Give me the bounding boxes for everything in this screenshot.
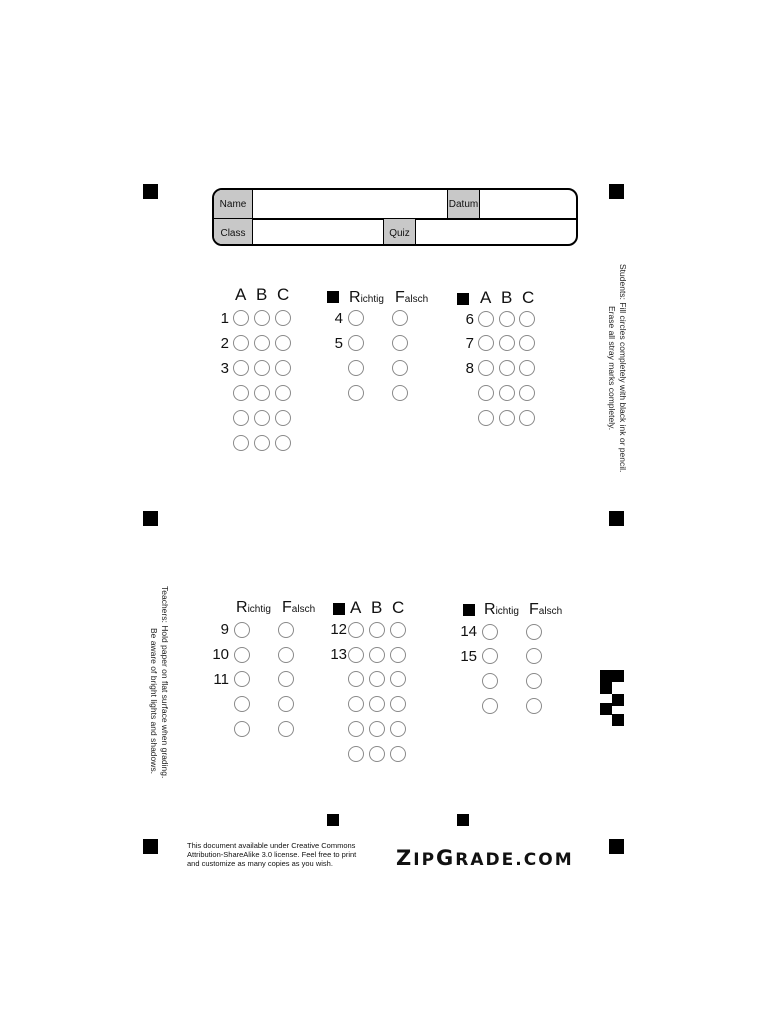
answer-bubble[interactable] — [348, 721, 364, 737]
choice-c-label: C — [522, 288, 535, 307]
question-number: 6 — [465, 311, 474, 328]
quiz-label: Quiz — [384, 219, 416, 246]
answer-bubble[interactable] — [348, 746, 364, 762]
richtig-rest: ichtig — [495, 606, 519, 617]
question-number: 11 — [213, 671, 229, 688]
datum-label: Datum — [448, 190, 480, 218]
section-mark — [327, 291, 339, 303]
answer-bubble[interactable] — [478, 385, 494, 401]
choice-a-label: A — [480, 288, 492, 307]
quiz-field[interactable] — [416, 219, 576, 246]
falsch-rest: alsch — [291, 604, 316, 615]
richtig-bubble[interactable] — [482, 673, 498, 689]
richtig-bubble[interactable] — [348, 360, 364, 376]
registration-mark — [609, 511, 624, 526]
falsch-bubble[interactable] — [392, 335, 408, 351]
id-pattern-mark — [612, 670, 624, 682]
answer-bubble[interactable] — [369, 647, 385, 663]
question-number: 9 — [220, 621, 229, 638]
answer-bubble[interactable] — [499, 311, 515, 327]
student-instructions-line2: Erase all stray marks completely. — [607, 306, 617, 431]
answer-bubble[interactable] — [254, 385, 270, 401]
richtig-bubble[interactable] — [482, 698, 498, 714]
question-number: 12 — [330, 621, 347, 638]
falsch-rest: alsch — [538, 606, 563, 617]
richtig-bubble[interactable] — [348, 385, 364, 401]
richtig-bubble[interactable] — [234, 647, 250, 663]
answer-bubble[interactable] — [499, 385, 515, 401]
class-field[interactable] — [253, 219, 384, 246]
registration-mark — [143, 839, 158, 854]
answer-bubble[interactable] — [478, 311, 494, 327]
id-pattern-mark — [600, 670, 612, 682]
answer-bubble[interactable] — [519, 311, 535, 327]
choice-a-label: A — [350, 598, 362, 617]
answer-bubble[interactable] — [519, 360, 535, 376]
zipgrade-logo: ZIPGRADE.COM — [396, 846, 574, 870]
answer-bubble[interactable] — [390, 622, 406, 638]
name-field[interactable] — [253, 190, 448, 218]
question-number: 10 — [212, 646, 229, 663]
falsch-header — [395, 289, 428, 307]
section-mark — [457, 293, 469, 305]
falsch-header — [529, 601, 562, 619]
richtig-initial: R — [484, 601, 496, 618]
falsch-bubble[interactable] — [392, 360, 408, 376]
choice-b-label: B — [371, 598, 383, 617]
answer-bubble[interactable] — [254, 410, 270, 426]
answer-bubble[interactable] — [254, 435, 270, 451]
falsch-initial: F — [529, 601, 539, 618]
answer-bubble[interactable] — [390, 696, 406, 712]
choice-b-label: B — [256, 285, 268, 304]
richtig-bubble[interactable] — [348, 310, 364, 326]
richtig-initial: R — [349, 289, 361, 306]
falsch-bubble[interactable] — [392, 310, 408, 326]
answer-bubble[interactable] — [348, 622, 364, 638]
name-label: Name — [214, 190, 253, 218]
answer-bubble[interactable] — [390, 746, 406, 762]
answer-bubble[interactable] — [519, 410, 535, 426]
info-row-2 — [214, 219, 576, 246]
registration-mark — [143, 511, 158, 526]
falsch-bubble[interactable] — [526, 698, 542, 714]
choice-c-label: C — [392, 598, 405, 617]
richtig-bubble[interactable] — [348, 335, 364, 351]
answer-bubble[interactable] — [499, 360, 515, 376]
question-number: 2 — [220, 335, 229, 352]
answer-bubble[interactable] — [478, 335, 494, 351]
question-number: 5 — [334, 335, 343, 352]
question-number: 13 — [330, 646, 347, 663]
richtig-bubble[interactable] — [482, 648, 498, 664]
info-row-1 — [214, 190, 576, 220]
answer-bubble[interactable] — [478, 410, 494, 426]
answer-bubble[interactable] — [275, 410, 291, 426]
richtig-header — [236, 599, 271, 617]
answer-bubble[interactable] — [275, 335, 291, 351]
richtig-rest: ichtig — [360, 294, 384, 305]
falsch-bubble[interactable] — [278, 671, 294, 687]
question-number: 3 — [220, 360, 229, 377]
question-number: 8 — [465, 360, 474, 377]
answer-bubble[interactable] — [254, 360, 270, 376]
section-mark — [457, 814, 469, 826]
answer-bubble[interactable] — [233, 335, 249, 351]
student-info-box — [212, 188, 578, 246]
question-number: 4 — [334, 310, 343, 327]
answer-bubble[interactable] — [519, 385, 535, 401]
falsch-initial: F — [282, 599, 292, 616]
answer-bubble[interactable] — [254, 335, 270, 351]
falsch-bubble[interactable] — [278, 622, 294, 638]
answer-bubble[interactable] — [499, 410, 515, 426]
answer-bubble[interactable] — [233, 435, 249, 451]
answer-bubble[interactable] — [233, 360, 249, 376]
answer-bubble[interactable] — [348, 696, 364, 712]
answer-bubble[interactable] — [275, 435, 291, 451]
datum-field[interactable] — [480, 190, 576, 218]
answer-bubble[interactable] — [390, 721, 406, 737]
answer-bubble[interactable] — [233, 410, 249, 426]
answer-bubble[interactable] — [233, 310, 249, 326]
answer-bubble[interactable] — [369, 696, 385, 712]
answer-bubble[interactable] — [390, 671, 406, 687]
answer-bubble[interactable] — [369, 622, 385, 638]
falsch-bubble[interactable] — [526, 648, 542, 664]
falsch-initial: F — [395, 289, 405, 306]
falsch-bubble[interactable] — [526, 673, 542, 689]
richtig-bubble[interactable] — [482, 624, 498, 640]
answer-bubble[interactable] — [275, 385, 291, 401]
choice-a-label: A — [235, 285, 247, 304]
registration-mark — [609, 839, 624, 854]
richtig-bubble[interactable] — [234, 671, 250, 687]
falsch-bubble[interactable] — [278, 721, 294, 737]
richtig-bubble[interactable] — [234, 622, 250, 638]
falsch-bubble[interactable] — [392, 385, 408, 401]
richtig-header — [349, 289, 384, 307]
richtig-header — [484, 601, 519, 619]
falsch-bubble[interactable] — [526, 624, 542, 640]
id-pattern-mark — [600, 682, 612, 694]
richtig-initial: R — [236, 599, 248, 616]
answer-bubble[interactable] — [499, 335, 515, 351]
id-pattern-mark — [612, 714, 624, 726]
question-number: 1 — [220, 310, 229, 327]
section-mark — [327, 814, 339, 826]
section-mark — [463, 604, 475, 616]
section-mark — [333, 603, 345, 615]
answer-bubble[interactable] — [348, 671, 364, 687]
license-notice: This document available under Creative Commons Attribution-ShareAlike 3.0 license. Feel free to print and customize as many copies as you wish. — [187, 841, 357, 868]
answer-bubble[interactable] — [275, 310, 291, 326]
registration-mark — [143, 184, 158, 199]
falsch-rest: alsch — [404, 294, 429, 305]
student-instructions-line1: Students: Fill circles completely with black ink or pencil. — [618, 264, 628, 473]
answer-bubble[interactable] — [348, 647, 364, 663]
choice-b-label: B — [501, 288, 513, 307]
answer-bubble[interactable] — [369, 671, 385, 687]
teacher-instructions — [148, 586, 170, 778]
student-instructions — [606, 264, 628, 472]
answer-bubble[interactable] — [254, 310, 270, 326]
answer-bubble[interactable] — [369, 746, 385, 762]
answer-bubble[interactable] — [233, 385, 249, 401]
id-pattern-mark — [600, 703, 612, 715]
falsch-bubble[interactable] — [278, 696, 294, 712]
question-number: 14 — [460, 623, 477, 640]
answer-bubble[interactable] — [275, 360, 291, 376]
class-label: Class — [214, 219, 253, 246]
question-number: 7 — [465, 335, 474, 352]
answer-bubble[interactable] — [390, 647, 406, 663]
richtig-rest: ichtig — [247, 604, 271, 615]
falsch-bubble[interactable] — [278, 647, 294, 663]
question-number: 15 — [460, 648, 477, 665]
answer-bubble[interactable] — [369, 721, 385, 737]
teacher-instructions-line1: Teachers: Hold paper on flat surface when grading. — [160, 586, 170, 779]
richtig-bubble[interactable] — [234, 696, 250, 712]
id-pattern-mark — [612, 694, 624, 706]
richtig-bubble[interactable] — [234, 721, 250, 737]
answer-bubble[interactable] — [478, 360, 494, 376]
teacher-instructions-line2: Be aware of bright lights and shadows. — [149, 628, 159, 775]
answer-bubble[interactable] — [519, 335, 535, 351]
falsch-header — [282, 599, 315, 617]
choice-c-label: C — [277, 285, 290, 304]
registration-mark — [609, 184, 624, 199]
